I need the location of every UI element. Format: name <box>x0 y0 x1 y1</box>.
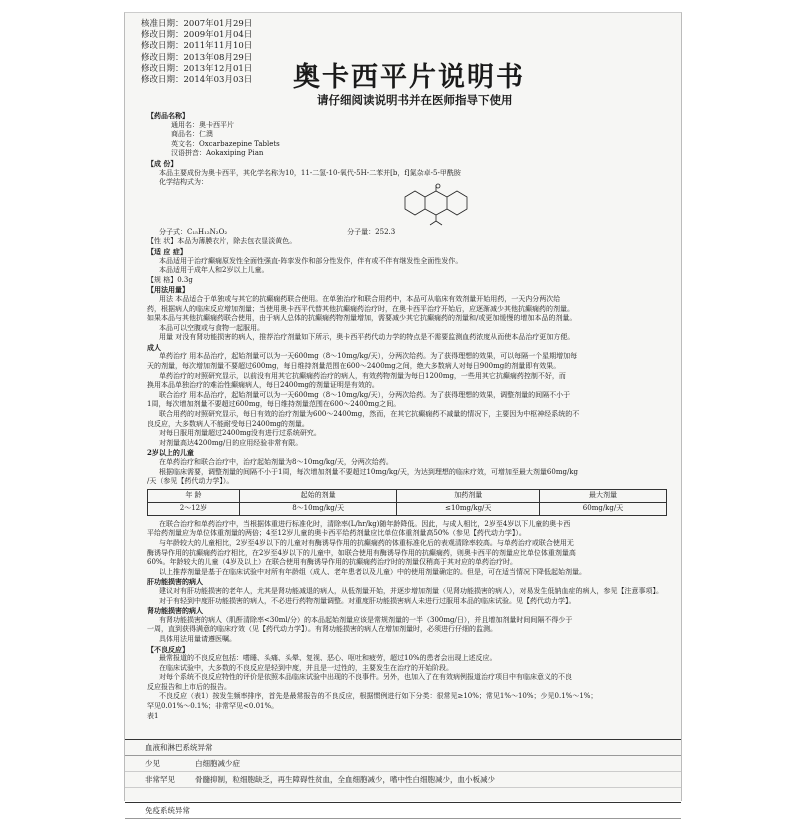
revision-date: 修改日期：2011年11月10日 <box>141 41 253 52</box>
usage-line: 本品可以空腹或与食物一起服用。 <box>159 323 264 332</box>
document-title: 奥卡西平片说明书 <box>293 62 525 93</box>
adverse-line: 在临床试验中，大多数的不良反应是轻到中度，并且是一过性的，主要发生在治疗的开始阶段。 <box>159 663 453 672</box>
usage-line: 用法 本品适合于单独或与其它的抗癫痫药联合使用。在单独治疗和联合用药中，本品可从临床有效剂量开始用药，一天内分两次给 <box>159 294 561 303</box>
adverse-line: 反应报告和上市后的报告。 <box>147 682 231 691</box>
adverse-frequency: 非常罕见 <box>145 775 175 784</box>
usage-line: 对于有轻到中度肝功能损害的病人，不必进行药物剂量调整。对重度肝功能损害病人未进行过服用本品的临床试验。见【药代动力学】。 <box>159 596 576 605</box>
formula-weight-line <box>147 228 667 238</box>
usage-line: 平给药剂量应为单位体重剂量的两倍；4至12岁儿童的奥卡西平给药剂量应比单位体重剂量高50%（参见【药代动力学】）。 <box>147 529 526 538</box>
adverse-line: 罕见0.01%～0.1%；非常罕见<0.01%。 <box>147 702 279 711</box>
dosage-table-row <box>148 502 667 515</box>
section-header-composition: 【成 份】 <box>147 158 178 168</box>
usage-line: 以上推荐剂量是基于在临床试验中对所有年龄组（成人、老年患者以及儿童）中的使用剂量确定的。但是，可在适当情况下降低起始剂量。 <box>159 567 586 576</box>
usage-line: 建议对有肝功能损害的老年人，尤其是肾功能减退的病人，从低剂量开始，并逐步增加剂量（见肾功能损害的病人），对易发生低钠血症的病人，参见【注意事项】。 <box>159 586 663 595</box>
drug-name-line: 通用名：奥卡西平片 <box>171 120 234 129</box>
section-header-adverse: 【不良反应】 <box>147 644 189 654</box>
adverse-text: 骨髓抑制，粒细胞缺乏，再生障碍性贫血，全血细胞减少，嗜中性白细胞减少，血小板减少 <box>195 775 495 784</box>
revision-dates <box>141 19 252 86</box>
composition-line: 化学结构式为： <box>159 178 208 187</box>
usage-line: 一周，直到获得满意的临床疗效（见【药代动力学】）。有肾功能损害的病人在增加剂量时，必须进行仔细的监测。 <box>147 625 497 634</box>
adverse-frequency: 少见 <box>145 759 160 768</box>
adverse-reaction-table <box>125 739 681 819</box>
leaflet-body <box>147 111 667 721</box>
usage-line: 良反应，大多数病人不能耐受每日2400mg的剂量。 <box>147 419 309 428</box>
usage-line: 根据临床需要，调整剂量的间隔不小于1周，每次增加剂量不要超过10mg/kg/天，为达到理想的临床疗效，可增加至最大剂量60mg/kg <box>159 467 579 476</box>
revision-date: 核准日期：2007年01月29日 <box>141 19 253 29</box>
usage-line: 天的剂量，每次增加剂量不要超过600mg，每日维持剂量范围在600～2400mg之间，绝大多数病人对每日900mg的剂量即有效果。 <box>147 362 561 371</box>
section-header-indications: 【适 应 症】 <box>147 246 187 256</box>
adverse-line: 不良反应（表1）按发生频率排序，首先是最常报告的不良反应，根据惯例进行如下分类：很常见≥10%；常见1%～10%；少见0.1%～1%； <box>159 692 598 701</box>
molecular-formula: 分子式：C₁₅H₁₂N₂O₂ <box>159 227 228 236</box>
revision-date: 修改日期：2014年03月03日 <box>141 75 253 86</box>
drug-name-line: 英文名：Oxcarbazepine Tablets <box>171 139 280 148</box>
usage-line: 用量 对没有肾功能损害的病人，推荐治疗剂量如下所示，奥卡西平药代动力学的特点是不需要监测血药浓度从而使本品治疗更加方便。 <box>159 333 575 342</box>
adverse-section-header: 免疫系统异常 <box>125 802 681 819</box>
dosage-cell: 60mg/kg/天 <box>540 502 667 515</box>
document-subtitle: 请仔细阅读说明书并在医师指导下使用 <box>317 93 513 107</box>
dosage-col-header: 起始的剂量 <box>239 489 397 502</box>
usage-line: 酶诱导作用的抗癫痫药治疗相比，在2岁至4岁以下的儿童中，如联合使用有酶诱导作用的抗癫痫药，则奥卡西平的剂量应比单位体重剂量高 <box>147 548 576 557</box>
adverse-row <box>125 756 681 772</box>
usage-subheader: 肝功能损害的病人 <box>147 577 203 587</box>
dosage-col-header: 加药剂量 <box>397 489 540 502</box>
adverse-line: 对每个系统不良反应特性的评价是依照本品临床试验中出现的不良事件。另外，也加入了在有效病例报道治疗项目中有临床意义的不良 <box>159 673 572 682</box>
usage-line: 具体用法用量请遵医嘱。 <box>159 634 236 643</box>
adverse-table-label: 表1 <box>147 711 159 720</box>
usage-line: 与年龄较大的儿童相比，2岁至4岁以下的儿童对有酶诱导作用的抗癫痫药的体重标准化后的表观清除率较高。与单药治疗或联合使用无 <box>159 538 574 547</box>
usage-line: 有肾功能损害的病人（肌酐清除率<30ml/分）的本品起始剂量应该是常规剂量的一半（300mg/日），并且增加剂量时间间隔不得少于 <box>159 615 573 624</box>
revision-date: 修改日期：2009年01月04日 <box>141 30 253 41</box>
usage-subheader: 肾功能损害的病人 <box>147 606 203 616</box>
indication-line: 本品适用于治疗癫痫原发性全面性强直-阵挛发作和部分性发作，伴有或不伴有继发性全面性发作。 <box>159 256 463 265</box>
section-header-usage: 【用法用量】 <box>147 285 189 295</box>
adverse-line: 最常报道的不良反应包括：嗜睡、头痛、头晕、复视、恶心、呕吐和疲劳，超过10%的患者会出现上述反应。 <box>159 654 497 663</box>
adverse-row <box>125 772 681 788</box>
usage-line: 在单药治疗和联合治疗中，治疗起始剂量为8～10mg/kg/天，分两次给药。 <box>159 458 393 466</box>
dosage-table <box>147 489 667 516</box>
composition-line: 本品主要成份为奥卡西平，其化学名称为10，11-二氢-10-氧代-5H-二苯并[b，f]氮杂卓-5-甲酰胺 <box>159 168 461 177</box>
dosage-cell: 2～12岁 <box>148 502 240 515</box>
usage-line: /天（参见【药代动力学】）。 <box>147 477 234 486</box>
usage-line: 在联合治疗和单药治疗中，当根据体重进行标准化时，清除率(L/hr/kg)随年龄降低。因此，与成人相比，2岁至4岁以下儿童的奥卡西 <box>159 519 571 528</box>
character-line: 【性 状】本品为薄膜衣片，除去包衣显淡黄色。 <box>147 237 297 246</box>
spec-line: 【规 格】0.3g <box>147 275 193 284</box>
molecular-weight: 分子量：252.3 <box>347 227 396 236</box>
revision-date: 修改日期：2013年08月29日 <box>141 52 253 63</box>
drug-name-line: 汉语拼音：Aokaxiping Pian <box>171 149 264 158</box>
usage-line: 联合用药的对照研究显示，每日有效的治疗剂量为600～2400mg，然而，在其它抗癫痫药不减量的情况下，主要因为中枢神经系统的不 <box>159 410 580 419</box>
dosage-col-header: 年 龄 <box>148 489 240 502</box>
dosage-cell: 8～10mg/kg/天 <box>239 502 397 515</box>
section-header-drug-name: 【药品名称】 <box>147 111 189 120</box>
adverse-section-header: 血液和淋巴系统异常 <box>125 739 681 756</box>
usage-line: 对每日服用剂量超过2400mg没有进行过系统研究。 <box>159 429 321 438</box>
usage-line: 联合治疗 用本品治疗，起始剂量可以为一天600mg（8～10mg/kg/天），分两次给药。为了获得理想的效果，调整剂量的间隔不小于 <box>159 390 571 399</box>
usage-line: 药，根据病人的临床反应增加剂量；当使用奥卡西平代替其他抗癫痫药治疗时，在奥卡西平治疗开始后，应逐渐减少其他抗癫痫药的剂量。 <box>147 304 574 313</box>
dosage-cell: ≤10mg/kg/天 <box>397 502 540 515</box>
adverse-text: 白细胞减少症 <box>195 759 240 768</box>
usage-line: 如果本品与其他抗癫痫药联合使用，由于病人总体的抗癫痫药物剂量增加，需要减少其它抗癫痫药的剂量和/或更加缓慢的增加本品的剂量。 <box>147 314 577 323</box>
usage-line: 换用本品单独治疗的难治性癫痫病人，每日2400mg的剂量证明是有效的。 <box>147 381 379 390</box>
usage-line: 1周，每次增加剂量不要超过600mg，每日维持剂量范围在600～2400mg之间。 <box>147 400 401 409</box>
usage-line: 60%。年龄较大的儿童（4岁及以上）在联合使用有酶诱导作用的抗癫痫药治疗时的剂量仅稍高于其对应的单药治疗时。 <box>147 558 518 567</box>
dosage-col-header: 最大剂量 <box>540 489 667 502</box>
usage-subheader: 2岁以上的儿童 <box>147 448 194 458</box>
usage-subheader: 成人 <box>147 342 161 352</box>
leaflet-page <box>124 12 682 815</box>
usage-line: 对剂量高达4200mg/日的应用经验非常有限。 <box>159 438 303 447</box>
usage-line: 单药治疗 用本品治疗，起始剂量可以为一天600mg（8～10mg/kg/天），分两次给药。为了获得理想的效果，可以每隔一个星期增加每 <box>159 352 578 361</box>
dosage-table-header <box>148 489 667 502</box>
drug-name-line: 商品名：仁澳 <box>171 130 213 139</box>
indication-line: 本品适用于成年人和2岁以上儿童。 <box>159 266 269 275</box>
usage-line: 单药治疗的对照研究显示，以前没有用其它抗癫痫药治疗的病人，有效药物剂量为每日1200mg，一些用其它抗癫痫药控制不好，而 <box>159 371 566 380</box>
revision-date: 修改日期：2013年12月01日 <box>141 63 253 74</box>
